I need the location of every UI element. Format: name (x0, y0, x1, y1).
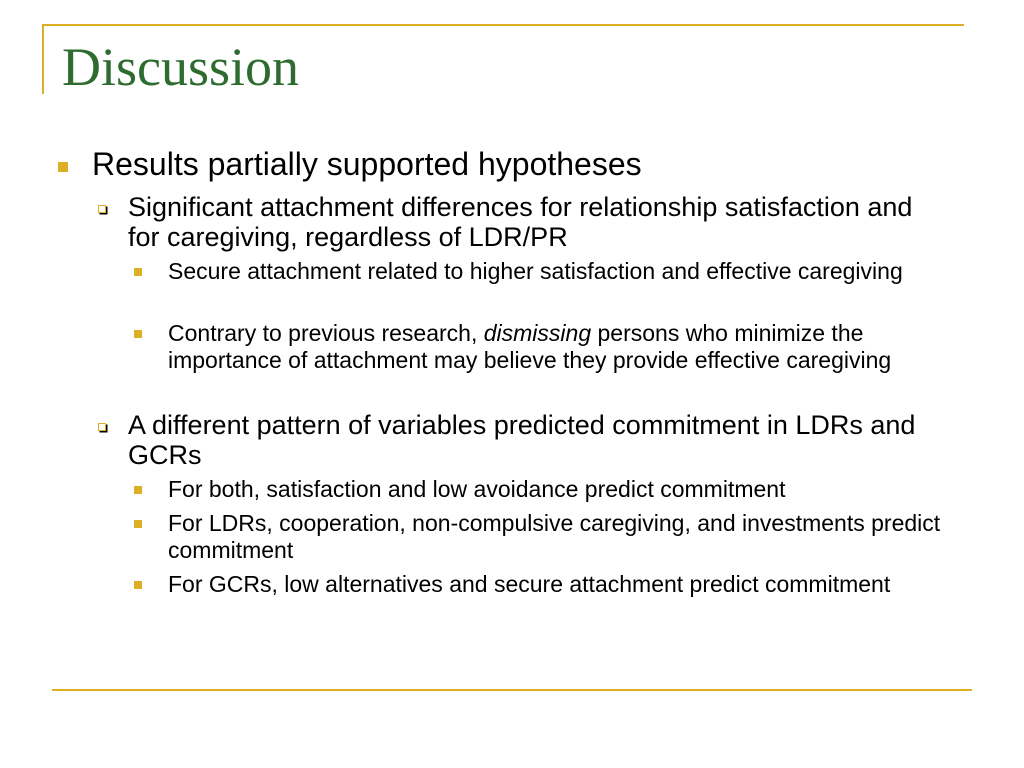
detail-bullet-text (168, 320, 968, 374)
bottom-divider-line (52, 689, 972, 691)
filled-square-icon (134, 486, 142, 494)
hollow-square-icon (98, 205, 106, 213)
main-bullet-text: Results partially supported hypotheses (92, 146, 642, 182)
filled-square-icon (134, 268, 142, 276)
emphasized-term: dismissing (483, 320, 592, 346)
sub-bullet-text: A different pattern of variables predicted commitment in LDRs and GCRs (128, 410, 916, 470)
detail-bullet-text: For LDRs, cooperation, non-compulsive caregiving, and investments predict commitment (168, 510, 941, 563)
hollow-square-icon (98, 423, 106, 431)
detail-bullet-text: For both, satisfaction and low avoidance predict commitment (168, 476, 786, 502)
detail-text-part: Contrary to previous research, (168, 320, 484, 346)
filled-square-icon (58, 162, 68, 172)
filled-square-icon (134, 581, 142, 589)
slide-title: Discussion (62, 37, 300, 97)
detail-bullet-text: Secure attachment related to higher satisfaction and effective caregiving (168, 258, 903, 284)
filled-square-icon (134, 330, 142, 338)
detail-bullet-text: For GCRs, low alternatives and secure attachment predict commitment (168, 571, 891, 597)
filled-square-icon (134, 520, 142, 528)
detail-text-part: persons who minimize the importance of attachment may believe they provide effective caregiving (168, 320, 892, 373)
sub-bullet-text: Significant attachment differences for relationship satisfaction and for caregiving, regardless of LDR/PR (128, 192, 913, 252)
